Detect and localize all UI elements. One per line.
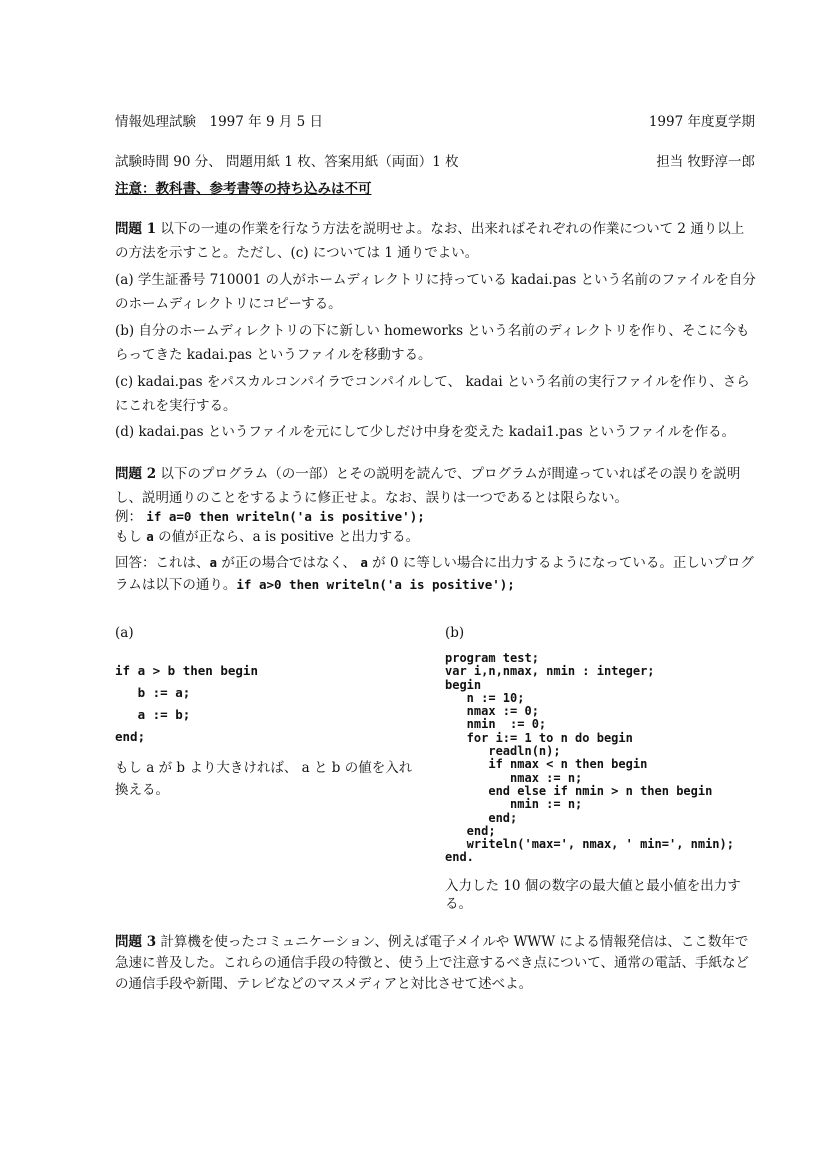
code-line: end; — [445, 823, 496, 838]
example-prefix: 例： — [115, 509, 142, 525]
notice: 注意：教科書、参考書等の持ち込みは不可 — [115, 181, 372, 197]
example-desc-part: の値が正なら、a is positive と出力する。 — [153, 529, 420, 545]
q2-text: 以下のプログラム（の一部）とその説明を読んで、プログラムが間違っていればその誤りを説明し、説明通りのことをするように修正せよ。なお、誤りは一つであるとは限らない。 — [115, 466, 741, 506]
answer-var: a — [209, 555, 218, 570]
part-b-label: (b) — [445, 625, 465, 641]
part-a-label: (a) — [115, 625, 134, 641]
example-desc-var: a — [146, 529, 154, 544]
code-line: end else if nmin > n then begin — [445, 783, 713, 798]
example-code: if a=0 then writeln('a is positive'); — [146, 509, 425, 524]
q2-example — [115, 507, 757, 547]
exam-title: 情報処理試験 1997 年 9 月 5 日 — [115, 114, 323, 130]
answer-code: if a>0 then writeln('a is positive'); — [236, 577, 515, 592]
header-row-2 — [115, 150, 755, 170]
q1-label: 問題 1 — [115, 221, 157, 237]
code-line: begin — [445, 677, 482, 692]
answer-var: a — [360, 555, 368, 570]
answer-text: 回答：これは、 — [115, 555, 210, 571]
code-line: nmin := n; — [445, 797, 583, 812]
example-desc-part: もし — [115, 529, 147, 545]
part-a-desc: もし a が b より大きければ、 a と b の値を入れ換える。 — [115, 760, 413, 798]
answer-text: が正の場合ではなく、 — [217, 555, 361, 571]
code-line: b := a; — [115, 685, 191, 700]
answer-text: が 0 に等しい場合に出力するようになっている。正しいプログラムは以下の通り。 — [115, 555, 754, 593]
code-line: end. — [445, 850, 474, 865]
q1-item-a: (a) 学生証番号 710001 の人がホームディレクトリに持っている kadai.pas という名前のファイルを自分のホームディレクトリにコピーする。 — [115, 272, 756, 312]
q1-item-b: (b) 自分のホームディレクトリの下に新しい homeworks という名前のディレクトリを作り、そこに今もらってきた kadai.pas というファイルを移動する。 — [115, 323, 750, 363]
q2-answer — [115, 552, 757, 596]
code-line: end; — [115, 729, 146, 744]
code-line: a := b; — [115, 707, 191, 722]
header-row-1 — [115, 110, 755, 130]
part-a-code — [115, 660, 258, 748]
q3-text: 計算機を使ったコミュニケーション、例えば電子メイルや WWW による情報発信は、ここ数年で急速に普及した。これらの通信手段の特徴と、使う上で注意するべき点について、通常の電話、手紙などの通信手段や新聞、テレビなどのマスメディアと対比させて述べよ。 — [115, 934, 749, 992]
code-line: nmin := 0; — [445, 717, 547, 732]
q3-label: 問題 3 — [115, 934, 157, 950]
code-line: var i,n,nmax, nmin : integer; — [445, 664, 655, 679]
q2-label: 問題 2 — [115, 466, 157, 482]
code-line: writeln('max=', nmax, ' min=', nmin); — [445, 837, 734, 852]
code-line: program test; — [445, 651, 539, 665]
q1-item-c: (c) kadai.pas をパスカルコンパイラでコンパイルして、 kadai という名前の実行ファイルを作り、さらにこれを実行する。 — [115, 374, 750, 414]
code-line: readln(n); — [445, 744, 561, 759]
part-b-desc: 入力した 10 個の数字の最大値と最小値を出力する。 — [445, 878, 741, 912]
code-line: for i:= 1 to n do begin — [445, 730, 633, 745]
q3-text-block — [115, 932, 757, 995]
code-line: if nmax < n then begin — [445, 757, 648, 772]
q1-text: 以下の一連の作業を行なう方法を説明せよ。なお、出来ればそれぞれの作業について 2 通り以上の方法を示すこと。ただし、(c) については 1 通りでよい。 — [115, 221, 745, 261]
code-line: if a > b then begin — [115, 663, 258, 678]
header-row-3 — [115, 177, 755, 197]
code-line: end; — [445, 810, 518, 825]
q1-item-d: (d) kadai.pas というファイルを元にして少しだけ中身を変えた kadai1.pas というファイルを作る。 — [115, 424, 736, 440]
code-line: nmax := 0; — [445, 704, 539, 719]
part-b-code — [445, 652, 734, 865]
instructor: 担当 牧野淳一郎 — [656, 154, 755, 170]
q2-intro — [115, 462, 757, 510]
exam-conditions: 試験時間 90 分、 問題用紙 1 枚、答案用紙（両面）1 枚 — [115, 154, 459, 170]
code-line: n := 10; — [445, 690, 525, 705]
code-line: nmax := n; — [445, 770, 583, 785]
q1-intro — [115, 217, 757, 265]
term: 1997 年度夏学期 — [648, 114, 755, 130]
